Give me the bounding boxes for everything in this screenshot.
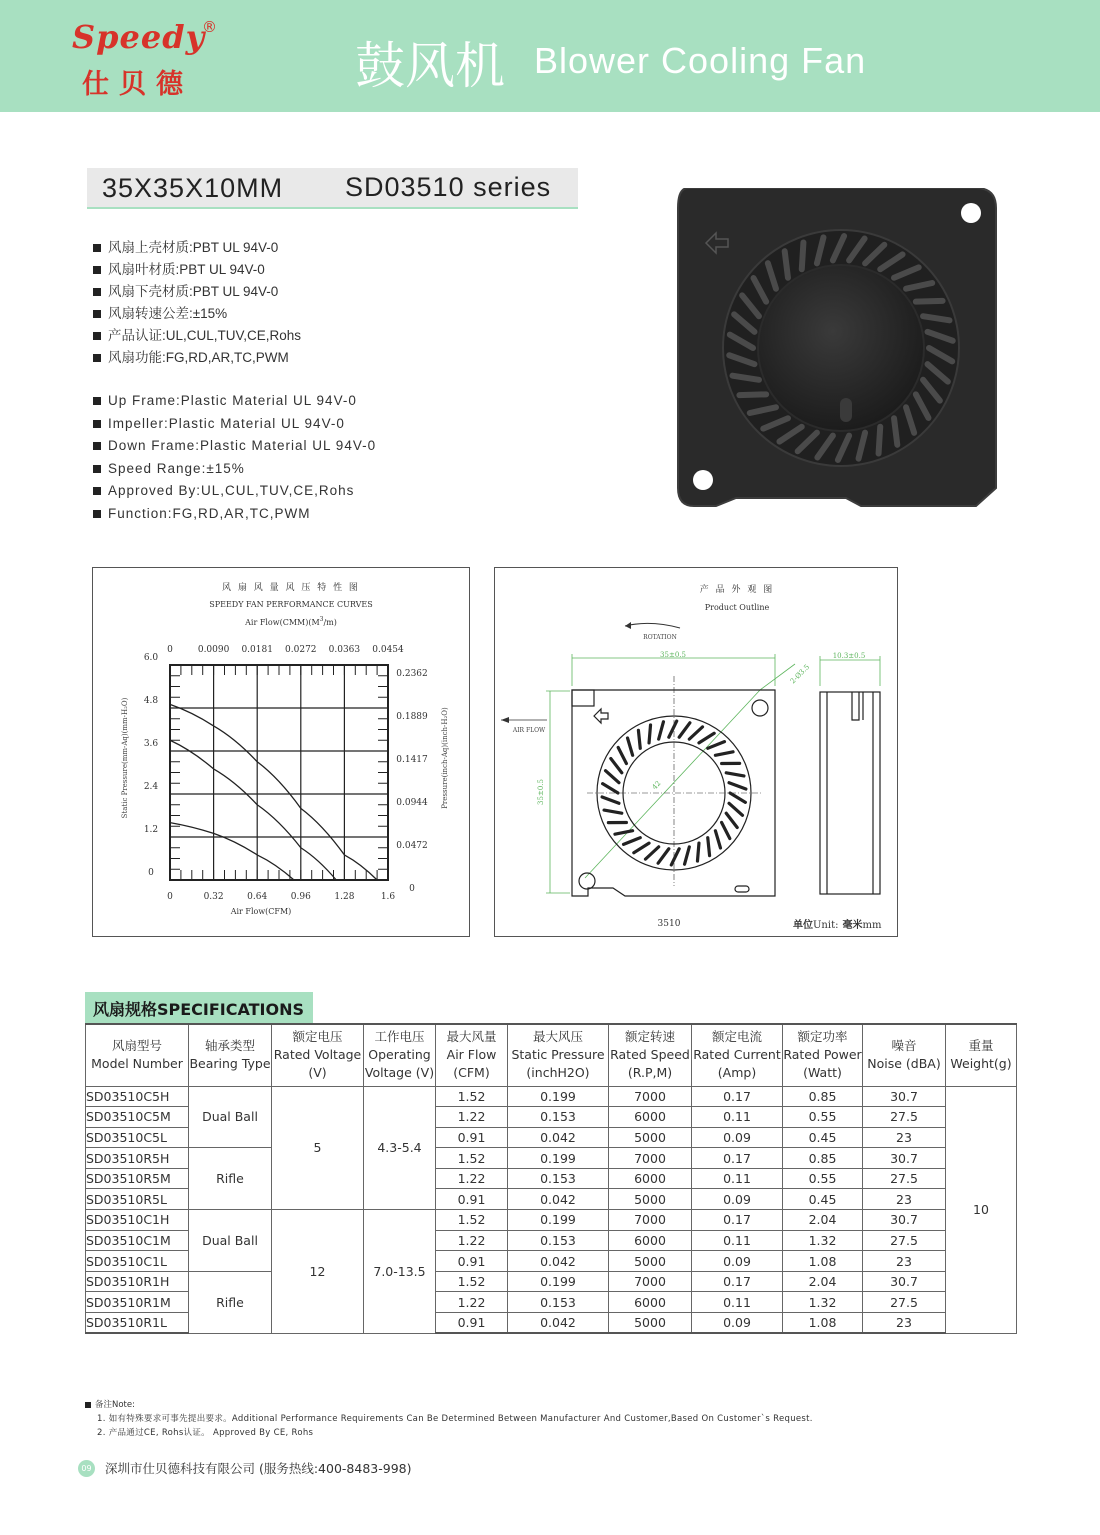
feature-item: Approved By:UL,CUL,TUV,CE,Rohs (93, 480, 376, 503)
perf-right-tick-label: 0 (409, 884, 415, 894)
perf-chart-title-cn: 风 扇 风 量 风 压 特 性 图 (222, 583, 360, 593)
perf-left-tick-label: 4.8 (143, 696, 159, 706)
height-dimension-label: 35±0.5 (537, 779, 545, 805)
spec-header-line: Voltage (V) (364, 1065, 435, 1081)
outline-blade (722, 822, 730, 838)
rated-voltage-cell: 12 (272, 1210, 364, 1334)
spec-header-line: 风扇型号 (111, 1038, 162, 1054)
spec-header-line: 额定转速 (624, 1029, 675, 1045)
rated-speed-cell: 6000 (609, 1230, 692, 1251)
operating-voltage-cell: 7.0-13.5 (364, 1210, 436, 1334)
fan-blade (802, 242, 804, 269)
rotation-arrow (625, 623, 680, 628)
rated-speed-cell: 5000 (609, 1189, 692, 1210)
outline-blade (618, 747, 626, 763)
rated-current-cell: 0.11 (692, 1292, 783, 1313)
rated-speed-cell: 6000 (609, 1168, 692, 1189)
outline-blade (649, 725, 650, 743)
perf-chart-title-en: SPEEDY FAN PERFORMANCE CURVES (209, 600, 373, 609)
spec-header-line: Model Number (91, 1056, 183, 1072)
outline-blade (729, 783, 746, 789)
perf-right-tick-label: 0.0472 (396, 841, 428, 851)
rated-power-cell: 0.85 (783, 1148, 863, 1169)
spec-header-line: 最大风量 (446, 1029, 497, 1045)
noise-cell: 30.7 (863, 1271, 946, 1292)
outline-blade (659, 722, 664, 739)
company-contact: 深圳市仕贝德科技有限公司 (服务热线:400-8483-998) (105, 1461, 412, 1476)
spec-header-row (86, 1024, 1017, 1086)
outline-blade (697, 843, 698, 861)
perf-bottom-tick-label: 0.32 (203, 892, 224, 902)
feature-item: Up Frame:Plastic Material UL 94V-0 (93, 390, 376, 413)
air-flow-cell: 0.91 (436, 1189, 508, 1210)
air-flow-cell: 0.91 (436, 1313, 508, 1334)
spec-header-line: Weight(g) (950, 1056, 1012, 1072)
rated-speed-cell: 7000 (609, 1086, 692, 1107)
part-number-label: 3510 (657, 919, 681, 929)
air-flow-cell: 1.52 (436, 1086, 508, 1107)
perf-plot-frame (170, 665, 388, 880)
perf-top-tick-label: 0.0090 (197, 645, 230, 655)
spec-header-cell (946, 1024, 1017, 1086)
rated-speed-cell: 7000 (609, 1210, 692, 1231)
table-row (86, 1210, 1017, 1231)
outline-blade (708, 742, 725, 749)
blower-fan-photo (676, 188, 998, 512)
spec-header-line: Static Pressure (511, 1047, 605, 1063)
feature-item: 风扇转速公差:±15% (93, 303, 301, 325)
outline-title-cn: 产 品 外 观 图 (699, 585, 775, 595)
perf-right-tick-label: 0.2362 (396, 669, 428, 679)
rated-current-cell: 0.09 (692, 1189, 783, 1210)
outline-blade (689, 727, 702, 739)
air-flow-cell: 1.22 (436, 1168, 508, 1189)
static-pressure-cell: 0.199 (508, 1148, 609, 1169)
rated-power-cell: 0.45 (783, 1189, 863, 1210)
spec-header-line: Bearing Type (189, 1056, 271, 1072)
spec-header-line: (Watt) (803, 1065, 842, 1081)
airflow-arrowhead (501, 717, 509, 723)
spec-header-line: 重量 (968, 1038, 994, 1054)
static-pressure-cell: 0.042 (508, 1189, 609, 1210)
spec-header-line: Rated Speed (610, 1047, 690, 1063)
static-pressure-cell: 0.042 (508, 1127, 609, 1148)
spec-header-cell (86, 1024, 189, 1086)
rated-current-cell: 0.17 (692, 1210, 783, 1231)
note-line: 1. 如有特殊要求可事先提出要求。Additional Performance Requirements Can Be Determined Between Manufacturer And Customer,Based On Customer`s Request. (97, 1414, 813, 1424)
spec-header-line: (inchH2O) (526, 1065, 590, 1081)
outline-blade (708, 838, 710, 856)
spec-header-line: (Amp) (717, 1065, 757, 1081)
spec-header-line: Rated Current (693, 1047, 781, 1063)
perf-top-tick-label: 0.0454 (372, 645, 404, 655)
spec-header-line: 工作电压 (374, 1029, 425, 1045)
outline-blade (606, 771, 619, 783)
feature-item: Down Frame:Plastic Material UL 94V-0 (93, 435, 376, 458)
rated-power-cell: 1.08 (783, 1251, 863, 1272)
static-pressure-cell: 0.153 (508, 1230, 609, 1251)
perf-bottom-tick-label: 0.96 (290, 892, 311, 902)
rated-current-cell: 0.09 (692, 1313, 783, 1334)
outline-blade (645, 847, 658, 859)
rated-power-cell: 0.55 (783, 1107, 863, 1128)
perf-top-tick-label: 0.0363 (328, 645, 361, 655)
fan-blade (916, 301, 943, 302)
static-pressure-cell: 0.199 (508, 1210, 609, 1231)
product-outline-box (494, 567, 898, 937)
logo-chinese-name: 仕贝德 (82, 69, 193, 100)
diagonal-dimension-label: 42 (650, 779, 663, 792)
bearing-type-cell: Dual Ball (189, 1086, 272, 1148)
outline-blade (726, 773, 744, 776)
model-number-cell: SD03510R1H (86, 1271, 189, 1292)
noise-cell: 30.7 (863, 1148, 946, 1169)
spec-header-cell (272, 1024, 364, 1086)
specifications-tab (85, 992, 313, 1023)
static-pressure-cell: 0.153 (508, 1168, 609, 1189)
perf-left-tick-label: 3.6 (143, 739, 159, 749)
noise-cell: 27.5 (863, 1230, 946, 1251)
perf-right-tick-label: 0.0944 (396, 798, 428, 808)
table-row (86, 1271, 1017, 1292)
rated-speed-cell: 5000 (609, 1251, 692, 1272)
brand-logo (68, 18, 228, 98)
spec-header-cell (189, 1024, 272, 1086)
perf-curve-2 (170, 740, 336, 880)
rated-speed-cell: 6000 (609, 1292, 692, 1313)
feature-item: Impeller:Plastic Material UL 94V-0 (93, 413, 376, 436)
rated-speed-cell: 7000 (609, 1148, 692, 1169)
bearing-type-cell: Rifle (189, 1148, 272, 1210)
model-number-cell: SD03510C1M (86, 1230, 189, 1251)
spec-header-line: 轴承类型 (204, 1038, 255, 1054)
hole-leader (760, 664, 795, 690)
perf-top-axis-label: Air $Flow(CMM)(M^3/m)$ (245, 616, 337, 627)
noise-cell: 30.7 (863, 1086, 946, 1107)
feature-item: Function:FG,RD,AR,TC,PWM (93, 503, 376, 526)
model-number-cell: SD03510C1L (86, 1251, 189, 1272)
spec-header-line: (CFM) (453, 1065, 490, 1081)
features-list-en (93, 390, 376, 525)
static-pressure-cell: 0.042 (508, 1313, 609, 1334)
outline-blade (685, 847, 690, 864)
spec-header-line: Rated Voltage (273, 1047, 362, 1063)
perf-curve-3 (170, 823, 294, 880)
model-bar (87, 168, 578, 209)
outline-blade (671, 849, 679, 865)
logo-wordmark: Speedy (72, 18, 206, 56)
perf-right-tick-label: 0.1889 (396, 712, 428, 722)
perf-bottom-tick-label: 1.6 (380, 892, 396, 902)
model-number-cell: SD03510C5M (86, 1107, 189, 1128)
static-pressure-cell: 0.153 (508, 1292, 609, 1313)
model-number-cell: SD03510R1L (86, 1313, 189, 1334)
spec-header-line: (V) (308, 1065, 327, 1081)
rated-current-cell: 0.11 (692, 1230, 783, 1251)
page-title-cn: 鼓风机 (355, 37, 505, 95)
model-series: SD03510 series (345, 172, 552, 202)
feature-item: 风扇功能:FG,RD,AR,TC,PWM (93, 347, 301, 369)
weight-cell: 10 (946, 1086, 1017, 1333)
perf-left-tick-label: 0 (148, 868, 154, 878)
perf-right-axis-label: Pressure(inch-Aq)(inch-H₂O) (441, 707, 449, 809)
outline-blade (679, 723, 690, 737)
fan-blade (785, 251, 788, 278)
perf-top-tick-label: 0.0181 (241, 645, 273, 655)
fan-blade (732, 376, 758, 380)
spec-header-cell (609, 1024, 692, 1086)
rated-speed-cell: 7000 (609, 1271, 692, 1292)
table-row (86, 1086, 1017, 1107)
notes-heading-text: 备注Note: (95, 1400, 135, 1410)
bearing-type-cell: Rifle (189, 1271, 272, 1333)
spec-header-cell (508, 1024, 609, 1086)
noise-cell: 27.5 (863, 1292, 946, 1313)
performance-chart-box (92, 567, 470, 937)
spec-header-cell (436, 1024, 508, 1086)
feature-item: 风扇上壳材质:PBT UL 94V-0 (93, 237, 301, 259)
rated-power-cell: 2.04 (783, 1271, 863, 1292)
outline-blade (602, 797, 619, 803)
model-number-cell: SD03510C1H (86, 1210, 189, 1231)
static-pressure-cell: 0.199 (508, 1086, 609, 1107)
notes-section (85, 1398, 813, 1440)
fan-blade (894, 418, 897, 445)
perf-left-axis-label: Static Pressure(mm-Aq)(mm-H₂O) (121, 697, 129, 819)
outline-blade (715, 831, 720, 848)
perf-bottom-tick-label: 1.28 (334, 892, 355, 902)
outline-blade (604, 810, 622, 813)
width-dimension-label: 35±0.5 (660, 651, 686, 659)
rotation-label: ROTATION (643, 634, 677, 641)
perf-left-tick-label: 1.2 (143, 825, 159, 835)
model-number-cell: SD03510C5H (86, 1086, 189, 1107)
rated-power-cell: 1.32 (783, 1230, 863, 1251)
spec-header-cell (364, 1024, 436, 1086)
page-header (0, 0, 1100, 112)
rated-current-cell: 0.17 (692, 1271, 783, 1292)
rated-power-cell: 0.45 (783, 1127, 863, 1148)
spec-header-cell (783, 1024, 863, 1086)
rated-power-cell: 1.08 (783, 1313, 863, 1334)
perf-right-tick-label: 0.1417 (396, 755, 428, 765)
outline-blade (658, 849, 669, 863)
feature-item: 风扇叶材质:PBT UL 94V-0 (93, 259, 301, 281)
noise-cell: 27.5 (863, 1168, 946, 1189)
spec-header-line: 额定电压 (292, 1029, 343, 1045)
model-number-cell: SD03510R5L (86, 1189, 189, 1210)
fan-blade (739, 394, 766, 395)
outline-blade (730, 793, 745, 802)
depth-dimension-label: 10.3±0.5 (832, 652, 866, 660)
spec-header-line: 噪音 (891, 1038, 917, 1054)
note-line: 2. 产品通过CE, Rohs认证。 Approved By CE, Rohs (97, 1428, 314, 1438)
perf-left-tick-label: 2.4 (143, 782, 159, 792)
feature-item: 风扇下壳材质:PBT UL 94V-0 (93, 281, 301, 303)
perf-top-tick-label: 0 (167, 645, 173, 655)
spec-header-line: Noise (dBA) (867, 1056, 941, 1072)
spec-header-cell (863, 1024, 946, 1086)
outline-blade (715, 752, 733, 755)
noise-cell: 23 (863, 1313, 946, 1334)
registered-mark: ® (202, 18, 217, 36)
air-flow-cell: 1.52 (436, 1271, 508, 1292)
perf-bottom-tick-label: 0 (167, 892, 173, 902)
specifications-table (85, 1023, 1017, 1334)
outline-blade (615, 831, 633, 834)
static-pressure-cell: 0.153 (508, 1107, 609, 1128)
model-number-cell: SD03510C5L (86, 1127, 189, 1148)
noise-cell: 27.5 (863, 1107, 946, 1128)
static-pressure-cell: 0.199 (508, 1271, 609, 1292)
page-number: 09 (78, 1460, 95, 1477)
air-flow-cell: 0.91 (436, 1127, 508, 1148)
rated-current-cell: 0.17 (692, 1086, 783, 1107)
rated-power-cell: 0.55 (783, 1168, 863, 1189)
spec-header-line: 额定电流 (711, 1029, 762, 1045)
model-size: 35X35X10MM (102, 173, 284, 203)
air-flow-cell: 1.52 (436, 1148, 508, 1169)
rated-voltage-cell: 5 (272, 1086, 364, 1210)
rated-speed-cell: 5000 (609, 1313, 692, 1334)
outline-blade (611, 759, 622, 773)
air-flow-cell: 1.52 (436, 1210, 508, 1231)
rated-current-cell: 0.11 (692, 1168, 783, 1189)
depth-dimension (820, 656, 880, 686)
table-row (86, 1148, 1017, 1169)
noise-cell: 23 (863, 1127, 946, 1148)
fan-blade (879, 427, 881, 454)
perf-left-tick-label: 6.0 (143, 653, 159, 663)
spec-header-line: Operating (368, 1047, 431, 1063)
hole-dimension-label: 2-Ø3.5 (788, 662, 812, 686)
outline-blade (624, 838, 641, 845)
spec-header-line: Rated Power (783, 1047, 862, 1063)
noise-cell: 23 (863, 1251, 946, 1272)
fan-blade (923, 316, 949, 320)
perf-bottom-axis-label: Air Flow(CFM) (230, 907, 292, 916)
specifications-title: 风扇规格SPECIFICATIONS (93, 1000, 305, 1019)
outline-blade (726, 813, 737, 827)
height-dimension (546, 691, 570, 893)
outline-title-en: Product Outline (704, 603, 770, 612)
outline-blade (669, 721, 677, 737)
spec-header-line: 最大风压 (532, 1029, 583, 1045)
rotation-arrowhead (625, 622, 631, 629)
spec-header-line: 额定功率 (797, 1029, 848, 1045)
rated-speed-cell: 6000 (609, 1107, 692, 1128)
outline-blade (628, 738, 633, 755)
outline-blade (638, 730, 640, 748)
operating-voltage-cell: 4.3-5.4 (364, 1086, 436, 1210)
features-list-cn (93, 237, 301, 369)
product-outline-drawing (495, 568, 899, 938)
model-number-cell: SD03510R5H (86, 1148, 189, 1169)
model-number-cell: SD03510R5M (86, 1168, 189, 1189)
spec-header-line: (R.P,M) (627, 1065, 673, 1081)
rated-current-cell: 0.09 (692, 1127, 783, 1148)
feature-item: Speed Range:±15% (93, 458, 376, 481)
bearing-type-cell: Dual Ball (189, 1210, 272, 1272)
unit-label: 单位Unit: 毫米mm (793, 920, 882, 931)
static-pressure-cell: 0.042 (508, 1251, 609, 1272)
perf-curve-1 (170, 704, 377, 880)
performance-chart (93, 568, 471, 938)
outline-blade (729, 803, 742, 815)
spec-header-line: Air Flow (446, 1047, 497, 1063)
rated-current-cell: 0.17 (692, 1148, 783, 1169)
outline-blade (603, 784, 618, 793)
spec-header-cell (692, 1024, 783, 1086)
perf-top-tick-label: 0.0272 (285, 645, 317, 655)
rated-speed-cell: 5000 (609, 1127, 692, 1148)
model-number-cell: SD03510R1M (86, 1292, 189, 1313)
air-flow-cell: 0.91 (436, 1251, 508, 1272)
outline-side-view (820, 692, 880, 894)
feature-item: 产品认证:UL,CUL,TUV,CE,Rohs (93, 325, 301, 347)
rated-power-cell: 0.85 (783, 1086, 863, 1107)
noise-cell: 30.7 (863, 1210, 946, 1231)
perf-bottom-tick-label: 0.64 (247, 892, 268, 902)
page-footer (78, 1459, 412, 1477)
rated-power-cell: 2.04 (783, 1210, 863, 1231)
airflow-label: AIR FLOW (512, 727, 546, 734)
air-flow-cell: 1.22 (436, 1292, 508, 1313)
rated-power-cell: 1.32 (783, 1292, 863, 1313)
rated-current-cell: 0.09 (692, 1251, 783, 1272)
air-flow-cell: 1.22 (436, 1107, 508, 1128)
noise-cell: 23 (863, 1189, 946, 1210)
page-title-en: Blower Cooling Fan (534, 40, 867, 81)
rated-current-cell: 0.11 (692, 1107, 783, 1128)
outline-blade (634, 843, 649, 853)
notes-heading (85, 1398, 813, 1412)
air-flow-cell: 1.22 (436, 1230, 508, 1251)
